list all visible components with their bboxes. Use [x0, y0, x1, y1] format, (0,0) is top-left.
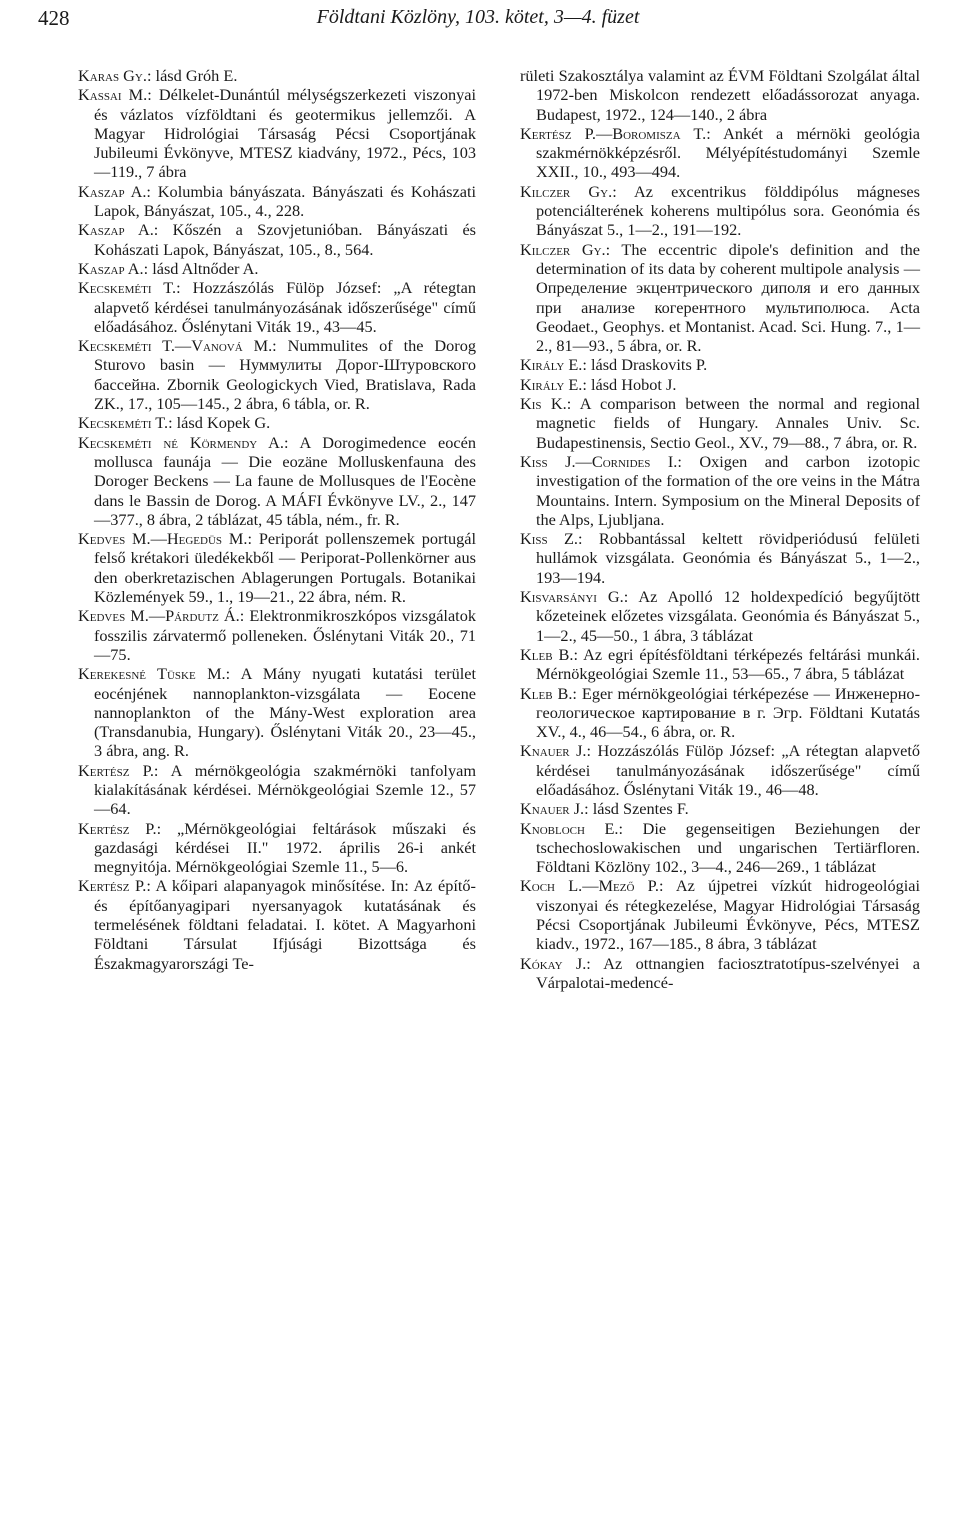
- entry-text: : Az újpetrei vízkút hidrogeológiai viszonyai és rétegkezelése, Magyar Hidrológiai Társaság Pécsi Csoportjának Jubileumi Évkönyve, Pécs, MTESZ kiadv., 1972., 167—185., 8 ábra, 3 táblázat: [536, 876, 920, 954]
- entry-author: Király E.: [520, 374, 583, 394]
- entry-text: : lásd Hobot J.: [582, 374, 677, 394]
- entry-text: : A mérnökgeológia szakmérnöki tanfolyam kialakításának kérdései. Mérnökgeológiai Szemle 12., 57—64.: [94, 760, 476, 819]
- entry-author: Kecskeméti T.—Vanová M.: [78, 336, 273, 356]
- bibliography-entry: [78, 66, 476, 85]
- bibliography-entry: [520, 66, 920, 124]
- bibliography-entry: [520, 452, 920, 529]
- bibliography-entry: [520, 529, 920, 587]
- entry-author: Knobloch E.: [520, 818, 619, 838]
- entry-author: Kilczer Gy.: [520, 181, 613, 201]
- entry-text: : lásd Szentes F.: [584, 799, 689, 819]
- bibliography-entry: [78, 259, 476, 278]
- page-number: 428: [38, 6, 70, 30]
- entry-text: : Az ottnangien faciosztratotípus-szelvényei a Várpalotai-medencé-: [536, 953, 920, 992]
- bibliography-entry: [520, 645, 920, 684]
- entry-text: : A Mány nyugati kutatási terület eocénjének nannoplankton-vizsgálata — Eocene nannoplankton of the Mány-West exploration area (Transdanubia, Hungary). Őslénytani Viták 20., 23—45., 3 ábra, ang. R.: [94, 664, 476, 761]
- bibliography-entry: [520, 954, 920, 993]
- entry-author: Kassai M.: [78, 85, 148, 105]
- entry-author: Kleb B.: [520, 644, 574, 664]
- entry-text: : A comparison between the normal and regional magnetic fields of Hungary. Annales Univ. Sc. Budapestinensis, Sectio Geol., XV., 79—88., 7 ábra, or. R.: [536, 394, 921, 452]
- bibliography-entry: [78, 220, 476, 259]
- entry-author: Knauer J.: [520, 799, 585, 819]
- entry-text: rületi Szakosztálya valamint az ÉVM Földtani Szolgálat által 1972-ben Miskolcon rendezett előadássorozat anyaga. Budapest, 1972., 124—140., 2 ábra: [520, 66, 920, 124]
- entry-author: Kiss J.—Cornides I.: [520, 451, 678, 471]
- entry-author: Kertész P.—Boromisza T.: [520, 123, 707, 143]
- bibliography-entry: [520, 355, 920, 374]
- bibliography-entry: [520, 240, 920, 356]
- entry-text: : Ankét a mérnöki geológia szakmérnökképzésről. Mélyépítéstudományi Szemle XXII., 10., 493—494.: [536, 123, 920, 182]
- entry-text: : Az Apolló 12 holdexpedíció begyűjtött kőzeteinek előzetes vizsgálata. Geonómia és Bányászat 5., 1—2., 45—50., 1 ábra, 3 táblázat: [536, 587, 921, 645]
- bibliography-entry: [78, 819, 476, 877]
- bibliography-entry: [520, 375, 920, 394]
- entry-author: Kecskeméti né Körmendy A.: [78, 432, 285, 452]
- bibliography-entry: [520, 684, 920, 742]
- entry-text: : Eger mérnökgeológiai térképezése — Инженерно-геологическое картирование в г. Эгр. Földtani Kutatás XV., 4., 46—54., 6 ábra, or. R.: [536, 683, 920, 742]
- bibliography-entry: [78, 529, 476, 606]
- entry-text: : Elektronmikroszkópos vizsgálatok fosszilis zárvatermő polleneken. Őslénytani Viták 20., 71—75.: [94, 606, 476, 664]
- entry-author: Kilczer Gy.: [520, 239, 606, 259]
- entry-author: Kerekesné Tüske M.: [78, 664, 226, 684]
- entry-author: Koch L.—Mező P.: [520, 876, 659, 896]
- bibliography-entry: [78, 413, 476, 432]
- entry-author: Kiss Z.: [520, 529, 578, 549]
- bibliography-entry: [78, 606, 476, 664]
- bibliography-entry: [520, 124, 920, 182]
- entry-author: Kókay J.: [520, 953, 587, 973]
- running-title: Földtani Közlöny, 103. kötet, 3—4. füzet: [316, 6, 640, 28]
- entry-author: Kecskeméti T.: [78, 413, 169, 433]
- entry-author: Karas Gy.: [78, 66, 147, 85]
- entry-text: : Die gegenseitigen Beziehungen der tschechoslowakischen und ungarischen Tertiärfloren. Földtani Közlöny 102., 3—4., 246—269., 1 táblázat: [536, 818, 921, 877]
- left-column: [78, 66, 476, 973]
- entry-author: Kaszap A.: [78, 258, 144, 278]
- entry-text: : Délkelet-Dunántúl mélységszerkezeti viszonyai és vázlatos vízföldtani és geotermikus jellemzői. A Magyar Hidrológiai Társaság Pécsi Csoportjának Jubileumi Évkönyve, MTESZ kiadvány, 1972., Pécs, 103—119., 7 ábra: [94, 85, 476, 182]
- right-column: [520, 66, 920, 992]
- bibliography-entry: [520, 799, 920, 818]
- entry-author: Király E.: [520, 355, 583, 375]
- entry-text: : Hozzászólás Fülöp József: „A rétegtan alapvető kérdései tanulmányozásának időszerűsége" című előadásához. Őslénytani Viták 19., 46—48.: [536, 741, 921, 799]
- entry-text: : Az egri építésföldtani térképezés feltárási munkái. Mérnökgeológiai Szemle 11., 53—65., 7 ábra, 5 táblázat: [536, 644, 920, 684]
- entry-text: : Periporát pollenszemek portugál felső krétakori üledékekből — Periporat-Pollenkörner aus den oberkretazischen Ablagerungen Portugals. Botanikai Közlemények 59., 1., 19—21., 22 ábra, ném. R.: [94, 529, 477, 607]
- page-header: [38, 6, 918, 42]
- entry-text: : Nummulites of the Dorog Sturovo basin — Нуммулиты Дорог-Штуровского бассейна. Zbornik Geologickych Vied, Bratislava, Rada ZK., 17., 105—145., 2 ábra, 6 tábla, or. R.: [94, 336, 476, 414]
- bibliography-entry: [78, 336, 476, 413]
- bibliography-entry: [78, 433, 476, 529]
- entry-author: Kaszap A.: [78, 220, 154, 240]
- bibliography-entry: [520, 819, 920, 877]
- entry-author: Kedves M.—Hegedüs M.: [78, 529, 248, 549]
- entry-text: : Robbantással keltett rövidperiódusú felületi hullámok vizsgálata. Geonómia és Bányászat 5., 1—2., 193—194.: [536, 529, 920, 587]
- entry-text: : lásd Kopek G.: [168, 413, 271, 433]
- entry-text: : A kőipari alapanyagok minősítése. In: Az építő- és építőanyagipari nyersanyagok kutatásának és termelésének földtani feladatai. I. kötet. A Magyarhoni Földtani Társulat Ifjúsági Bizottsága és Északmagyarországi Te-: [94, 876, 476, 973]
- entry-text: : Az excentrikus földdipólus mágneses potenciálterének koherens multipólus sora. Geonómia és Bányászat 5., 1—2., 191—192.: [536, 181, 920, 240]
- entry-text: : Kőszén a Szovjetunióban. Bányászati és Kohászati Lapok, Bányászat, 105., 8., 564.: [94, 220, 477, 259]
- entry-author: Kedves M.—Párdutz Á.: [78, 606, 240, 626]
- entry-author: Kertész P.: [78, 876, 147, 896]
- entry-text: : lásd Altnőder A.: [143, 258, 259, 278]
- bibliography-entry: [78, 761, 476, 819]
- bibliography-entry: [520, 587, 920, 645]
- bibliography-entry: [78, 664, 476, 760]
- bibliography-entry: [78, 85, 476, 181]
- entry-author: Kisvarsányi G.: [520, 587, 624, 607]
- bibliography-entry: [520, 394, 920, 452]
- entry-text: : „Mérnökgeológiai feltárások műszaki és gazdasági kérdései II." 1972. április 26-i ankét megnyitója. Mérnökgeológiai Szemle 11., 5—6.: [94, 818, 476, 877]
- entry-text: : Hozzászólás Fülöp József: „A rétegtan alapvető kérdései tanulmányozásának időszerűsége" című előadásához. Őslénytani Viták 19., 43—45.: [94, 278, 477, 336]
- entry-author: Kertész P.: [78, 818, 157, 838]
- entry-author: Kertész P.: [78, 760, 154, 780]
- entry-author: Kleb B.: [520, 683, 573, 703]
- bibliography-entry: [78, 278, 476, 336]
- entry-text: : Kolumbia bányászata. Bányászati és Kohászati Lapok, Bányászat, 105., 4., 228.: [94, 181, 476, 221]
- entry-author: Kis K.: [520, 394, 567, 414]
- entry-author: Kaszap A.: [78, 181, 147, 201]
- entry-text: : lásd Gróh E.: [146, 66, 238, 85]
- bibliography-entry: [78, 876, 476, 972]
- entry-text: : lásd Draskovits P.: [582, 355, 708, 375]
- bibliography-entry: [520, 876, 920, 953]
- bibliography-entry: [520, 741, 920, 799]
- entry-author: Knauer J.: [520, 741, 587, 761]
- entry-text: : A Dorogimedence eocén mollusca faunája — Die eozäne Molluskenfauna des Doroger Beckens — La faune de Mollusques de l'Eocène dans le Bassin de Dorog. A MÁFI Évkönyve LV., 2., 147—377., 8 ábra, 2 táblázat, 45 tábla, ném., fr. R.: [94, 432, 476, 529]
- bibliography-entry: [520, 182, 920, 240]
- entry-text: : Oxigen and carbon izotopic investigation of the formation of the ore veins in the Mátra Mountains. Intern. Symposium on the Mineral Deposits of the Alps, Ljubljana.: [536, 451, 920, 529]
- entry-author: Kecskeméti T.: [78, 278, 177, 298]
- entry-text: : The eccentric dipole's definition and the determination of its data by coherent multipole analysis — Определение экцентрического диполя и его данных при анализе когерентного мультиполюса. Acta Geodaet., Geophys. et Montanist. Acad. Sci. Hung. 7., 1—2., 81—93., 5 ábra, or. R.: [536, 239, 920, 356]
- bibliography-entry: [78, 182, 476, 221]
